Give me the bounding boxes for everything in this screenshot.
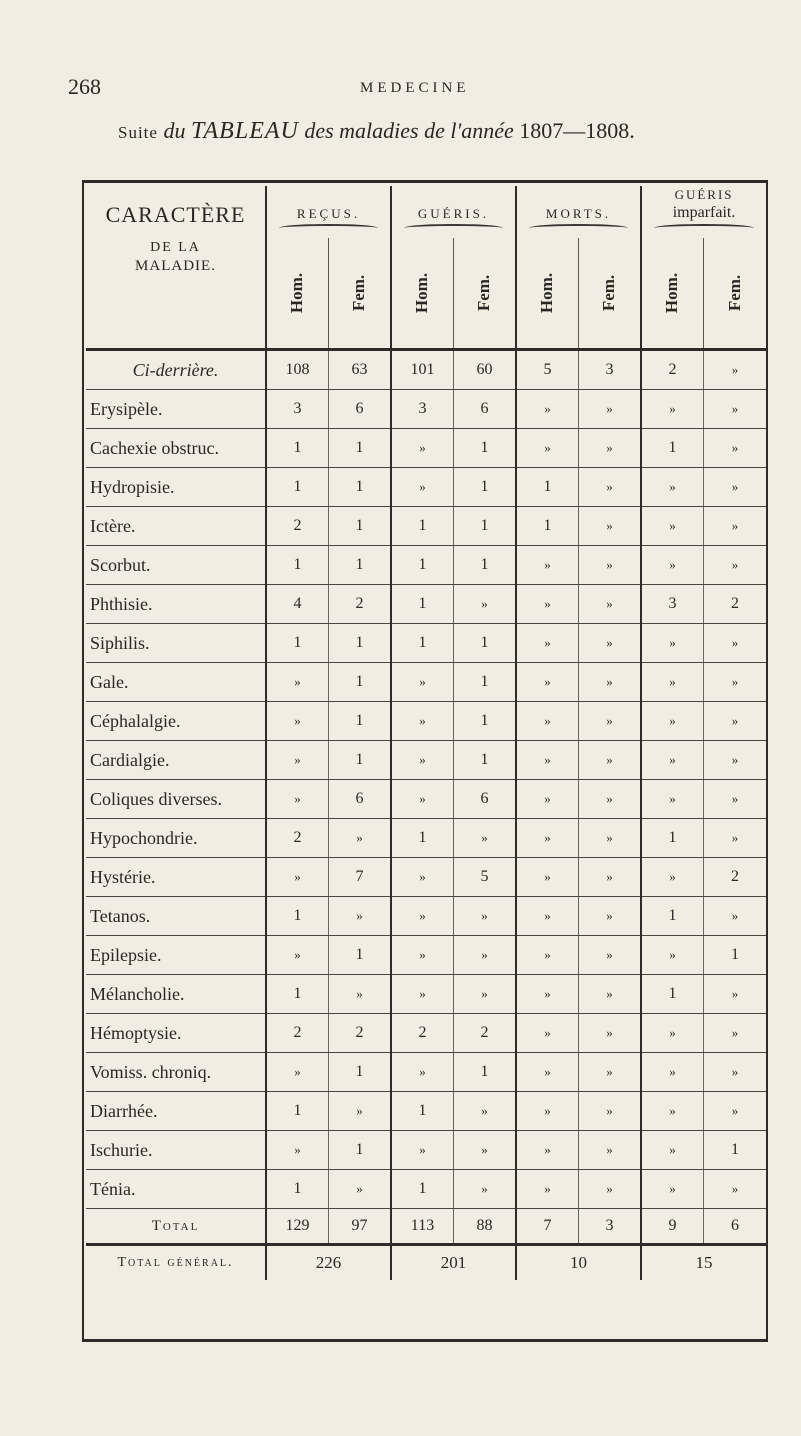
count-cell: » bbox=[391, 780, 454, 819]
count-cell: » bbox=[266, 741, 329, 780]
disease-name: Phthisie. bbox=[86, 585, 266, 624]
count-cell: » bbox=[704, 507, 767, 546]
count-cell: » bbox=[329, 819, 392, 858]
count-cell: » bbox=[579, 819, 642, 858]
table-row bbox=[86, 546, 766, 585]
count-cell: » bbox=[704, 468, 767, 507]
count-cell: » bbox=[516, 975, 579, 1014]
count-cell: » bbox=[704, 702, 767, 741]
count-cell: 3 bbox=[391, 390, 454, 429]
disease-name: Hypochondrie. bbox=[86, 819, 266, 858]
count-cell: » bbox=[516, 429, 579, 468]
count-cell: 2 bbox=[329, 1014, 392, 1053]
group-label-gueris-imparfait-line2: imparfait. bbox=[672, 204, 736, 221]
count-cell: 1 bbox=[641, 429, 704, 468]
count-cell: » bbox=[704, 780, 767, 819]
table-row bbox=[86, 1053, 766, 1092]
table-row bbox=[86, 858, 766, 897]
count-cell: » bbox=[391, 741, 454, 780]
count-cell: » bbox=[579, 702, 642, 741]
count-cell: » bbox=[454, 1170, 517, 1209]
count-cell: 1 bbox=[454, 468, 517, 507]
count-cell: » bbox=[329, 1170, 392, 1209]
count-cell: 1 bbox=[454, 741, 517, 780]
table-row bbox=[86, 663, 766, 702]
table-row bbox=[86, 897, 766, 936]
count-cell: 1 bbox=[329, 1131, 392, 1170]
count-cell: 1 bbox=[704, 936, 767, 975]
count-cell: » bbox=[579, 897, 642, 936]
count-cell: » bbox=[704, 897, 767, 936]
disease-header-line-3: MALADIE. bbox=[135, 258, 216, 274]
count-cell: » bbox=[704, 1053, 767, 1092]
count-cell: » bbox=[641, 1131, 704, 1170]
count-cell: » bbox=[704, 390, 767, 429]
count-cell: » bbox=[641, 936, 704, 975]
count-cell: » bbox=[266, 702, 329, 741]
title-prefix: Suite bbox=[118, 123, 158, 142]
table-row bbox=[86, 350, 766, 390]
group-label-morts: MORTS. bbox=[545, 206, 612, 221]
disease-name: Ténia. bbox=[86, 1170, 266, 1209]
count-cell: 3 bbox=[641, 585, 704, 624]
count-cell: » bbox=[579, 663, 642, 702]
count-cell: » bbox=[266, 858, 329, 897]
count-cell: 1 bbox=[266, 975, 329, 1014]
table-title bbox=[118, 118, 778, 145]
table-row bbox=[86, 1170, 766, 1209]
subheader-gueris-fem: Fem. bbox=[454, 238, 517, 350]
count-cell: 7 bbox=[329, 858, 392, 897]
count-cell: 1 bbox=[454, 663, 517, 702]
count-cell: » bbox=[454, 936, 517, 975]
count-cell: 2 bbox=[391, 1014, 454, 1053]
count-cell: » bbox=[641, 507, 704, 546]
count-cell: 1 bbox=[704, 1131, 767, 1170]
count-cell: » bbox=[704, 1170, 767, 1209]
count-cell: » bbox=[516, 663, 579, 702]
disease-name: Erysipèle. bbox=[86, 390, 266, 429]
count-cell: » bbox=[329, 975, 392, 1014]
disease-name: Cardialgie. bbox=[86, 741, 266, 780]
table-row bbox=[86, 585, 766, 624]
count-cell: » bbox=[329, 897, 392, 936]
count-cell: » bbox=[516, 741, 579, 780]
count-cell: 1 bbox=[266, 1092, 329, 1131]
disease-table bbox=[86, 186, 766, 1280]
count-cell: » bbox=[579, 741, 642, 780]
table-row bbox=[86, 429, 766, 468]
total-label: Total bbox=[86, 1209, 266, 1245]
count-cell: 2 bbox=[641, 350, 704, 390]
count-cell: 2 bbox=[266, 819, 329, 858]
count-cell: 1 bbox=[329, 429, 392, 468]
count-cell: » bbox=[579, 624, 642, 663]
count-cell: » bbox=[516, 1053, 579, 1092]
count-cell: 1 bbox=[516, 468, 579, 507]
group-label-recus: REÇUS. bbox=[296, 206, 361, 221]
count-cell: » bbox=[704, 663, 767, 702]
count-cell: 1 bbox=[329, 663, 392, 702]
count-cell: » bbox=[516, 1131, 579, 1170]
count-cell: » bbox=[391, 702, 454, 741]
group-label-gueris-imparfait-line1: GUÉRIS bbox=[674, 187, 734, 202]
count-cell: 1 bbox=[266, 624, 329, 663]
grand-total-row bbox=[86, 1245, 766, 1281]
count-cell: » bbox=[579, 1014, 642, 1053]
brace-gueris bbox=[404, 224, 502, 232]
count-cell: » bbox=[704, 624, 767, 663]
disease-name: Gale. bbox=[86, 663, 266, 702]
count-cell: 1 bbox=[329, 741, 392, 780]
disease-name: Vomiss. chroniq. bbox=[86, 1053, 266, 1092]
count-cell: » bbox=[579, 936, 642, 975]
count-cell: » bbox=[579, 390, 642, 429]
count-cell: » bbox=[516, 624, 579, 663]
disease-name: Hémoptysie. bbox=[86, 1014, 266, 1053]
count-cell: » bbox=[454, 1092, 517, 1131]
total-cell: 6 bbox=[704, 1209, 767, 1245]
count-cell: 2 bbox=[704, 858, 767, 897]
total-cell: 129 bbox=[266, 1209, 329, 1245]
count-cell: 1 bbox=[329, 546, 392, 585]
count-cell: » bbox=[391, 1131, 454, 1170]
count-cell: 1 bbox=[329, 468, 392, 507]
count-cell: 1 bbox=[641, 897, 704, 936]
count-cell: » bbox=[391, 429, 454, 468]
count-cell: » bbox=[641, 546, 704, 585]
table-row bbox=[86, 975, 766, 1014]
subheader-imparfait-hom: Hom. bbox=[641, 238, 704, 350]
count-cell: » bbox=[641, 741, 704, 780]
table-row bbox=[86, 1131, 766, 1170]
count-cell: » bbox=[704, 819, 767, 858]
count-cell: » bbox=[641, 1092, 704, 1131]
total-cell: 97 bbox=[329, 1209, 392, 1245]
count-cell: 1 bbox=[266, 897, 329, 936]
count-cell: » bbox=[391, 468, 454, 507]
count-cell: » bbox=[391, 858, 454, 897]
group-header-morts bbox=[516, 186, 641, 238]
count-cell: » bbox=[516, 858, 579, 897]
count-cell: 6 bbox=[329, 390, 392, 429]
count-cell: » bbox=[579, 1092, 642, 1131]
count-cell: 2 bbox=[329, 585, 392, 624]
title-name: TABLEAU bbox=[190, 118, 299, 144]
table-row bbox=[86, 390, 766, 429]
title-connector: du bbox=[163, 118, 186, 143]
count-cell: 1 bbox=[391, 546, 454, 585]
grand-total-cell: 201 bbox=[391, 1245, 516, 1281]
count-cell: 1 bbox=[266, 429, 329, 468]
count-cell: » bbox=[454, 897, 517, 936]
disease-name: Epilepsie. bbox=[86, 936, 266, 975]
count-cell: » bbox=[579, 1131, 642, 1170]
count-cell: 1 bbox=[454, 1053, 517, 1092]
disease-name: Coliques diverses. bbox=[86, 780, 266, 819]
count-cell: » bbox=[579, 975, 642, 1014]
table-row bbox=[86, 1092, 766, 1131]
count-cell: » bbox=[641, 702, 704, 741]
count-cell: » bbox=[391, 1053, 454, 1092]
count-cell: » bbox=[704, 975, 767, 1014]
total-cell: 88 bbox=[454, 1209, 517, 1245]
count-cell: » bbox=[579, 780, 642, 819]
title-suffix: des maladies de l'année bbox=[304, 118, 514, 143]
disease-name: Hystérie. bbox=[86, 858, 266, 897]
group-header-recus bbox=[266, 186, 391, 238]
count-cell: 1 bbox=[454, 702, 517, 741]
count-cell: » bbox=[454, 975, 517, 1014]
brace-morts bbox=[529, 224, 627, 232]
table-row bbox=[86, 1014, 766, 1053]
grand-total-label: Total général. bbox=[86, 1245, 266, 1281]
disease-header-line-2: DE LA bbox=[150, 240, 201, 255]
count-cell: 1 bbox=[329, 936, 392, 975]
table-row bbox=[86, 624, 766, 663]
count-cell: 1 bbox=[266, 1170, 329, 1209]
count-cell: » bbox=[579, 1170, 642, 1209]
subheader-morts-hom: Hom. bbox=[516, 238, 579, 350]
brace-gueris-imparfait bbox=[654, 224, 753, 232]
count-cell: 1 bbox=[454, 507, 517, 546]
subheader-gueris-hom: Hom. bbox=[391, 238, 454, 350]
count-cell: » bbox=[516, 1092, 579, 1131]
count-cell: » bbox=[579, 468, 642, 507]
count-cell: » bbox=[516, 390, 579, 429]
count-cell: » bbox=[641, 390, 704, 429]
count-cell: 1 bbox=[329, 624, 392, 663]
count-cell: » bbox=[516, 585, 579, 624]
count-cell: » bbox=[641, 624, 704, 663]
disease-name: Cachexie obstruc. bbox=[86, 429, 266, 468]
count-cell: » bbox=[266, 1053, 329, 1092]
count-cell: 1 bbox=[391, 1092, 454, 1131]
count-cell: » bbox=[266, 1131, 329, 1170]
count-cell: 2 bbox=[454, 1014, 517, 1053]
count-cell: » bbox=[641, 663, 704, 702]
count-cell: » bbox=[641, 468, 704, 507]
count-cell: » bbox=[579, 1053, 642, 1092]
table-row bbox=[86, 702, 766, 741]
count-cell: » bbox=[704, 1092, 767, 1131]
count-cell: 1 bbox=[454, 429, 517, 468]
grand-total-cell: 10 bbox=[516, 1245, 641, 1281]
count-cell: » bbox=[516, 936, 579, 975]
count-cell: » bbox=[391, 975, 454, 1014]
table-body bbox=[86, 350, 766, 1281]
count-cell: 1 bbox=[641, 975, 704, 1014]
count-cell: 1 bbox=[516, 507, 579, 546]
count-cell: » bbox=[391, 897, 454, 936]
count-cell: » bbox=[516, 819, 579, 858]
count-cell: 1 bbox=[329, 507, 392, 546]
count-cell: » bbox=[516, 546, 579, 585]
disease-header-line-1: CARACTÈRE bbox=[105, 202, 246, 227]
brace-recus bbox=[279, 224, 377, 232]
total-cell: 3 bbox=[579, 1209, 642, 1245]
count-cell: » bbox=[266, 663, 329, 702]
subheader-recus-hom: Hom. bbox=[266, 238, 329, 350]
count-cell: » bbox=[704, 546, 767, 585]
count-cell: 1 bbox=[454, 624, 517, 663]
count-cell: » bbox=[641, 1014, 704, 1053]
table-row bbox=[86, 507, 766, 546]
count-cell: 2 bbox=[266, 1014, 329, 1053]
count-cell: » bbox=[516, 897, 579, 936]
count-cell: 1 bbox=[266, 546, 329, 585]
total-row bbox=[86, 1209, 766, 1245]
count-cell: 5 bbox=[454, 858, 517, 897]
count-cell: » bbox=[704, 1014, 767, 1053]
count-cell: » bbox=[391, 663, 454, 702]
table-row bbox=[86, 741, 766, 780]
count-cell: » bbox=[579, 546, 642, 585]
grand-total-cell: 15 bbox=[695, 1253, 713, 1272]
count-cell: » bbox=[579, 858, 642, 897]
count-cell: 3 bbox=[579, 350, 642, 390]
count-cell: 1 bbox=[641, 819, 704, 858]
count-cell: 3 bbox=[266, 390, 329, 429]
count-cell: 60 bbox=[454, 350, 517, 390]
table-row bbox=[86, 819, 766, 858]
disease-name: Ictère. bbox=[86, 507, 266, 546]
table-row bbox=[86, 468, 766, 507]
count-cell: 1 bbox=[454, 546, 517, 585]
count-cell: 1 bbox=[391, 507, 454, 546]
count-cell: » bbox=[516, 702, 579, 741]
count-cell: » bbox=[579, 585, 642, 624]
count-cell: 101 bbox=[391, 350, 454, 390]
count-cell: » bbox=[266, 780, 329, 819]
count-cell: » bbox=[454, 819, 517, 858]
count-cell: 1 bbox=[391, 1170, 454, 1209]
count-cell: » bbox=[704, 429, 767, 468]
count-cell: » bbox=[641, 858, 704, 897]
count-cell: 1 bbox=[391, 585, 454, 624]
table-row bbox=[86, 780, 766, 819]
count-cell: » bbox=[516, 1014, 579, 1053]
title-years: 1807—1808. bbox=[519, 118, 635, 143]
count-cell: » bbox=[516, 780, 579, 819]
count-cell: 6 bbox=[329, 780, 392, 819]
group-label-gueris: GUÉRIS. bbox=[417, 206, 490, 221]
subheader-recus-fem: Fem. bbox=[329, 238, 392, 350]
count-cell: » bbox=[266, 936, 329, 975]
count-cell: » bbox=[579, 429, 642, 468]
count-cell: 1 bbox=[329, 1053, 392, 1092]
disease-name: Diarrhée. bbox=[86, 1092, 266, 1131]
count-cell: 6 bbox=[454, 390, 517, 429]
count-cell: 4 bbox=[266, 585, 329, 624]
count-cell: » bbox=[579, 507, 642, 546]
disease-name: Ischurie. bbox=[86, 1131, 266, 1170]
total-cell: 9 bbox=[641, 1209, 704, 1245]
subheader-imparfait-fem: Fem. bbox=[704, 238, 767, 350]
group-header-gueris-imparfait bbox=[641, 186, 766, 238]
disease-name: Scorbut. bbox=[86, 546, 266, 585]
total-cell: 7 bbox=[516, 1209, 579, 1245]
disease-name: Ci-derrière. bbox=[86, 350, 266, 390]
count-cell: 108 bbox=[266, 350, 329, 390]
count-cell: 63 bbox=[329, 350, 392, 390]
disease-name: Siphilis. bbox=[86, 624, 266, 663]
group-header-gueris bbox=[391, 186, 516, 238]
disease-name: Tetanos. bbox=[86, 897, 266, 936]
total-cell: 113 bbox=[391, 1209, 454, 1245]
count-cell: 1 bbox=[329, 702, 392, 741]
count-cell: » bbox=[516, 1170, 579, 1209]
count-cell: » bbox=[704, 350, 767, 390]
disease-name: Céphalalgie. bbox=[86, 702, 266, 741]
count-cell: » bbox=[454, 585, 517, 624]
page-number: 268 bbox=[68, 74, 101, 99]
count-cell: » bbox=[454, 1131, 517, 1170]
count-cell: 5 bbox=[516, 350, 579, 390]
disease-name: Mélancholie. bbox=[86, 975, 266, 1014]
running-head: MEDECINE bbox=[360, 80, 470, 96]
count-cell: 1 bbox=[266, 468, 329, 507]
disease-name: Hydropisie. bbox=[86, 468, 266, 507]
count-cell: 2 bbox=[266, 507, 329, 546]
count-cell: » bbox=[641, 780, 704, 819]
table-row bbox=[86, 936, 766, 975]
disease-column-header bbox=[86, 186, 266, 350]
count-cell: 2 bbox=[704, 585, 767, 624]
count-cell: » bbox=[641, 1170, 704, 1209]
count-cell: » bbox=[391, 936, 454, 975]
count-cell: » bbox=[704, 741, 767, 780]
grand-total-cell: 226 bbox=[266, 1245, 391, 1281]
count-cell: » bbox=[641, 1053, 704, 1092]
count-cell: 1 bbox=[391, 819, 454, 858]
subheader-morts-fem: Fem. bbox=[579, 238, 642, 350]
count-cell: » bbox=[329, 1092, 392, 1131]
count-cell: 1 bbox=[391, 624, 454, 663]
count-cell: 6 bbox=[454, 780, 517, 819]
